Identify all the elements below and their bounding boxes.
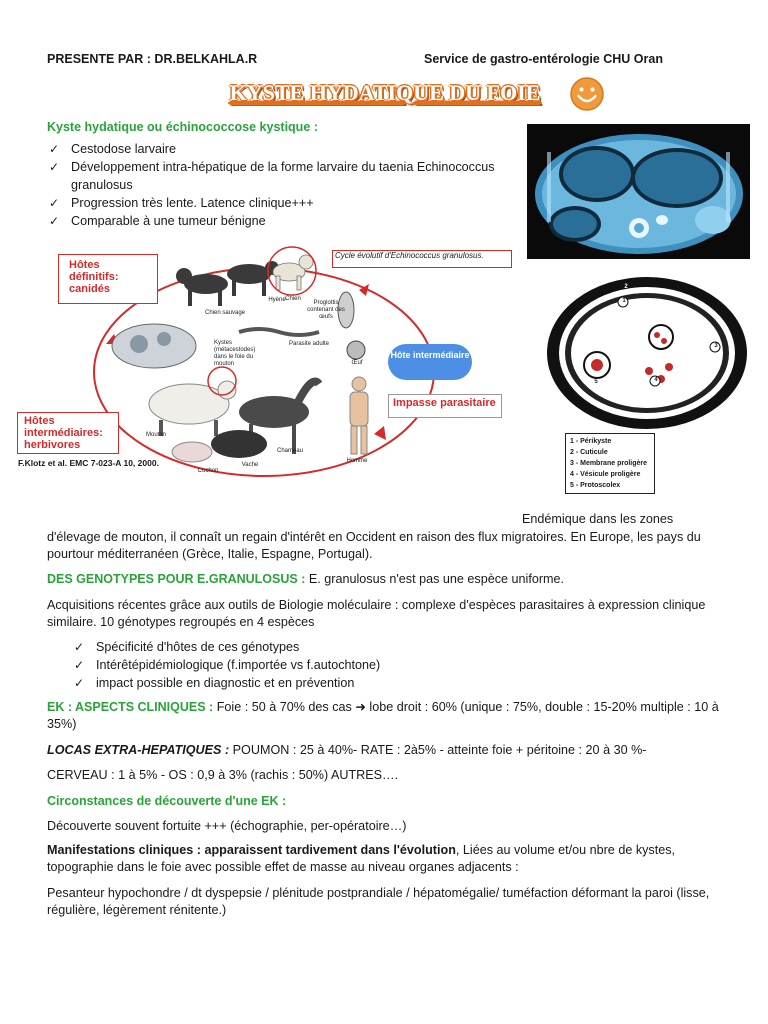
service-label: Service de gastro-entérologie CHU Oran (424, 52, 663, 66)
label-cochon: Cochon (197, 468, 219, 474)
pesanteur-text: Pesanteur hypochondre / dt dyspepsie / plénitude postprandiale / hépatomégalie/ tuméfaction déformant la paroi (lisse, régulière, légèrement rénitente.) (47, 886, 710, 917)
label-kystes: Kystes (métacestodes) dans le foie du mouton (214, 340, 256, 367)
life-cycle-diagram (14, 244, 514, 492)
impasse-label: Impasse parasitaire (393, 397, 496, 409)
cyst-legend (565, 433, 655, 494)
cyst-number: 4 (654, 377, 658, 383)
label-vache: Vache (241, 462, 259, 468)
impasse-box (388, 394, 502, 418)
list-item: ✓ Développement intra-hépatique de la forme larvaire du taenia Echinococcus granulosus (47, 158, 517, 194)
diagram-citation: F.Klotz et al. EMC 7-023-A 10, 2000. (18, 458, 159, 468)
locas-heading: LOCAS EXTRA-HEPATIQUES : (47, 743, 230, 757)
ek-text-b: lobe droit : 60% (unique : 75%, double : 15-20% multiple : 10 à 35%) (47, 700, 719, 731)
intro-heading: Kyste hydatique ou échinococcose kystique : (47, 120, 318, 134)
label-homme: Homme (346, 458, 368, 464)
genotypes-heading: DES GENOTYPES POUR E.GRANULOSUS : (47, 572, 306, 586)
genotypes-line (47, 572, 737, 586)
hotes-definitifs-box (58, 254, 158, 304)
smiley-icon (569, 76, 605, 112)
label-oeuf: Œuf (351, 360, 363, 366)
manifestations-text: Liées au volume et/ou nbre de kystes, topographie dans le foie avec possible effet de masse au niveau organes adjacents : (47, 843, 676, 874)
ek-heading: EK : ASPECTS CLINIQUES : (47, 700, 214, 714)
ek-paragraph (47, 699, 737, 733)
arrow-right-icon: ➜ (355, 700, 366, 714)
manifestations-paragraph: Manifestations cliniques : apparaissent tardivement dans l'évolution, Liées au volume et/ou nbre de kystes, topographie dans le foie avec possible effet de masse au niveau organes adjacents : (47, 843, 676, 874)
circonstances-heading: Circonstances de découverte d'une EK : (47, 794, 287, 808)
label-parasite-adulte: Parasite adulte (288, 341, 330, 347)
endemique-text-b: d'élevage de mouton, il connaît un regain d'intérêt en Occident en raison des flux migratoires. En Europe, les pays du pourtour méditerranéen (Grèce, Italie, Espagne, Portugal). (47, 530, 701, 561)
list-item: ✓ Progression très lente. Latence clinique+++ (47, 194, 517, 212)
presenter-label: PRESENTE PAR : DR.BELKAHLA.R (47, 52, 258, 66)
label-chameau: Chameau (276, 448, 303, 454)
list-item: ✓ Spécificité d'hôtes de ces génotypes (72, 638, 672, 656)
hotes-intermediaires-label: Hôtes intermédiaires: herbivores (24, 415, 103, 451)
hotes-definitifs-label: Hôtes définitifs: canidés (69, 259, 119, 295)
ct-scan-image (527, 124, 750, 259)
cyst-number: 5 (594, 379, 598, 385)
cyst-number: 2 (624, 284, 628, 290)
label-mouton: Mouton (145, 432, 166, 438)
list-item: ✓ Comparable à une tumeur bénigne (47, 212, 517, 230)
label-proglottis: Proglottis contenant des œufs (307, 300, 345, 320)
label-hyene: Hyène (268, 297, 286, 303)
decouverte-text: Découverte souvent fortuite +++ (échographie, per-opératoire…) (47, 819, 407, 833)
diagram-caption: Cycle évolutif d'Echinococcus granulosus. (335, 251, 484, 260)
genotypes-text: E. granulosus n'est pas une espèce uniforme. (308, 572, 565, 586)
cyst-number: 1 (622, 298, 626, 304)
endemique-text-a: Endémique dans les zones (522, 512, 674, 526)
list-item: ✓ Cestodose larvaire (47, 140, 517, 158)
hotes-intermediaires-box (17, 412, 119, 454)
manifestations-heading: Manifestations cliniques : apparaissent tardivement dans l'évolution (47, 843, 456, 857)
caption-box (332, 250, 512, 268)
legend-item: 5 - Protoscolex (570, 482, 621, 489)
cyst-schematic (545, 275, 750, 489)
hote-intermediaire-pill: Hôte intermédiaire (388, 344, 472, 380)
label-chien-sauvage: Chien sauvage (204, 310, 246, 316)
acquisitions-text: Acquisitions récentes grâce aux outils de Biologie moléculaire : complexe d'espèces parasitaires à expression clinique similaire. 10 génotypes regroupés en 4 espèces (47, 598, 706, 629)
cyst-number: 3 (714, 343, 718, 349)
page-title: KYSTE HYDATIQUE DU FOIE (229, 80, 541, 105)
list-item: ✓ impact possible en diagnostic et en prévention (72, 674, 672, 692)
cerveau-text: CERVEAU : 1 à 5% - OS : 0,9 à 3% (rachis : 50%) AUTRES…. (47, 768, 399, 782)
ek-text-a: Foie : 50 à 70% des cas (216, 700, 352, 714)
intro-list (47, 140, 517, 230)
legend-item: 4 - Vésicule proligère (570, 471, 641, 478)
legend-item: 1 - Périkyste (570, 438, 612, 445)
legend-item: 3 - Membrane proligère (570, 460, 648, 467)
genotypes-list (72, 638, 672, 692)
label-chien: Chien (285, 296, 301, 302)
legend-item: 2 - Cuticule (570, 449, 608, 456)
locas-text: POUMON : 25 à 40%- RATE : 2à5% - atteinte foie + péritoine : 20 à 30 %- (232, 743, 647, 757)
list-item: ✓ Intérêtépidémiologique (f.importée vs f.autochtone) (72, 656, 672, 674)
locas-paragraph (47, 742, 747, 759)
